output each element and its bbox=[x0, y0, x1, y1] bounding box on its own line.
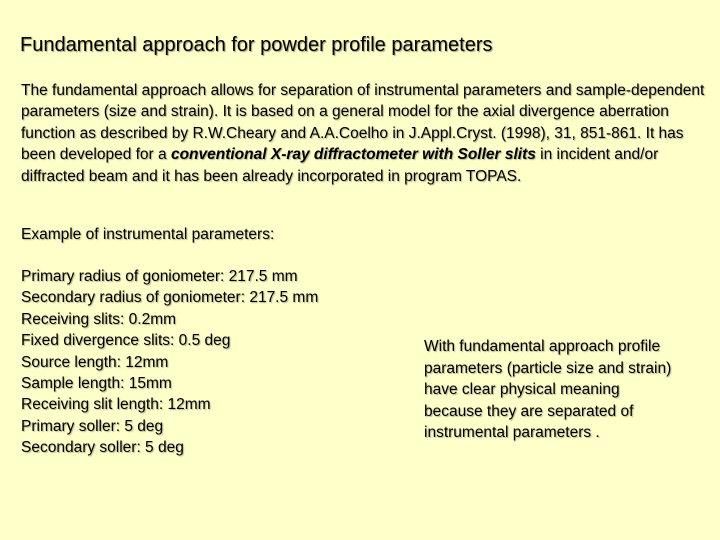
intro-text-part2: in incident and/or diffracted beam and it has been already incorporated in program TOPAS. bbox=[21, 146, 659, 185]
parameter-item: Receiving slits: 0.2mm bbox=[21, 310, 177, 328]
parameter-item: Primary radius of goniometer: 217.5 mm bbox=[21, 268, 298, 285]
parameter-item: Source length: 12mm bbox=[21, 353, 169, 371]
intro-emphasis: conventional X-ray diffractometer with Soller slits bbox=[170, 146, 536, 164]
parameter-item: Sample length: 15mm bbox=[21, 375, 172, 393]
parameter-item: Fixed divergence slits: 0.5 deg bbox=[21, 332, 231, 350]
intro-paragraph bbox=[21, 80, 711, 187]
parameter-item: Receiving slit length: 12mm bbox=[21, 396, 211, 414]
parameter-item: Secondary soller: 5 deg bbox=[21, 439, 184, 457]
parameter-item: Secondary radius of goniometer: 217.5 mm bbox=[21, 289, 319, 307]
side-note: With fundamental approach profile parameters (particle size and strain) have clear physical meaning because they are separated of instrumental parameters . bbox=[424, 338, 672, 442]
example-label: Example of instrumental parameters: bbox=[21, 226, 275, 243]
parameter-list bbox=[21, 266, 401, 459]
intro-text-part1: The fundamental approach allows for separation of instrumental parameters and sample-dependent parameters (size and strain). It is based on a general model for the axial divergence aberration function as described by R.W.Cheary and A.A.Coelho in J.Appl.Cryst. (1998), 31, 851-861. It has been developed for a bbox=[21, 82, 705, 164]
parameter-item: Primary soller: 5 deg bbox=[21, 417, 164, 435]
page-title: Fundamental approach for powder profile parameters bbox=[20, 34, 493, 56]
